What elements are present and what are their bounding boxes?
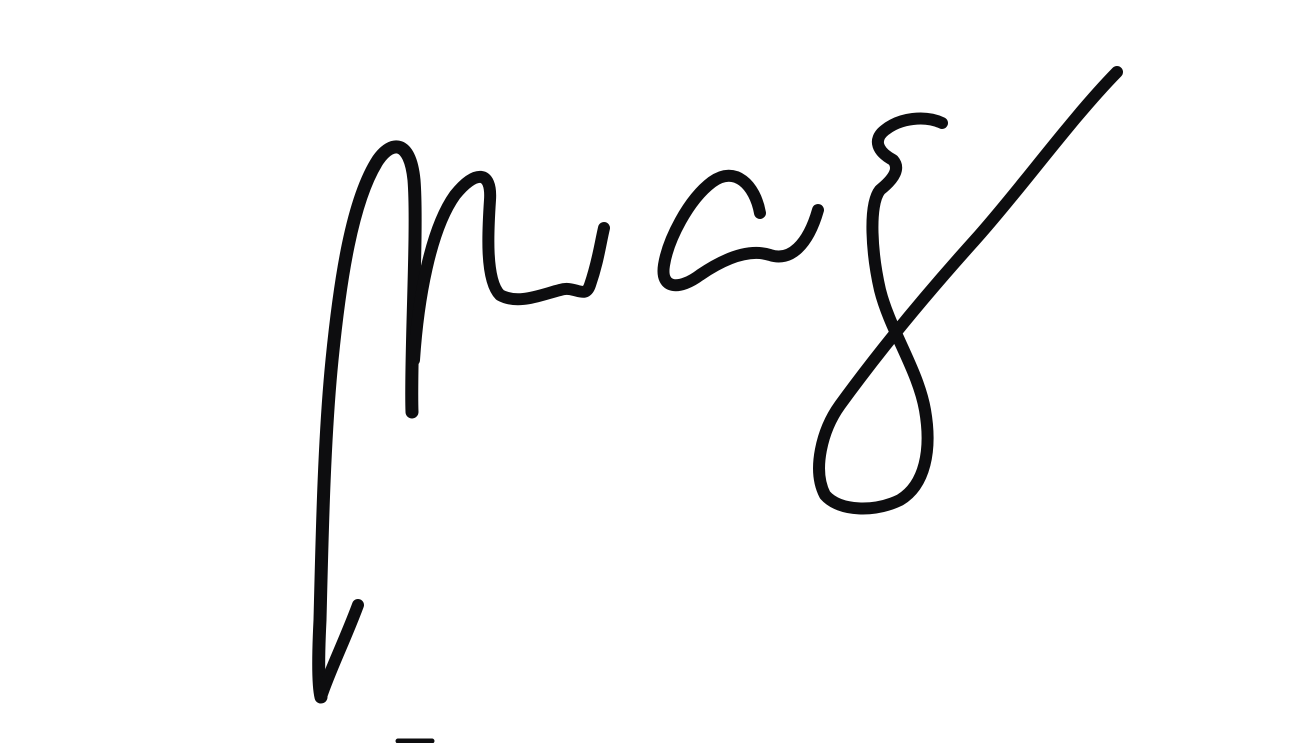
signature-stroke-m-hump (414, 177, 604, 360)
signature-stroke-arrow-barb (321, 605, 358, 697)
signature-stroke-a (663, 176, 818, 286)
signature-stroke-g (819, 72, 1117, 508)
signature-stroke-m-stem (319, 147, 416, 697)
signature-strokes (319, 72, 1117, 741)
